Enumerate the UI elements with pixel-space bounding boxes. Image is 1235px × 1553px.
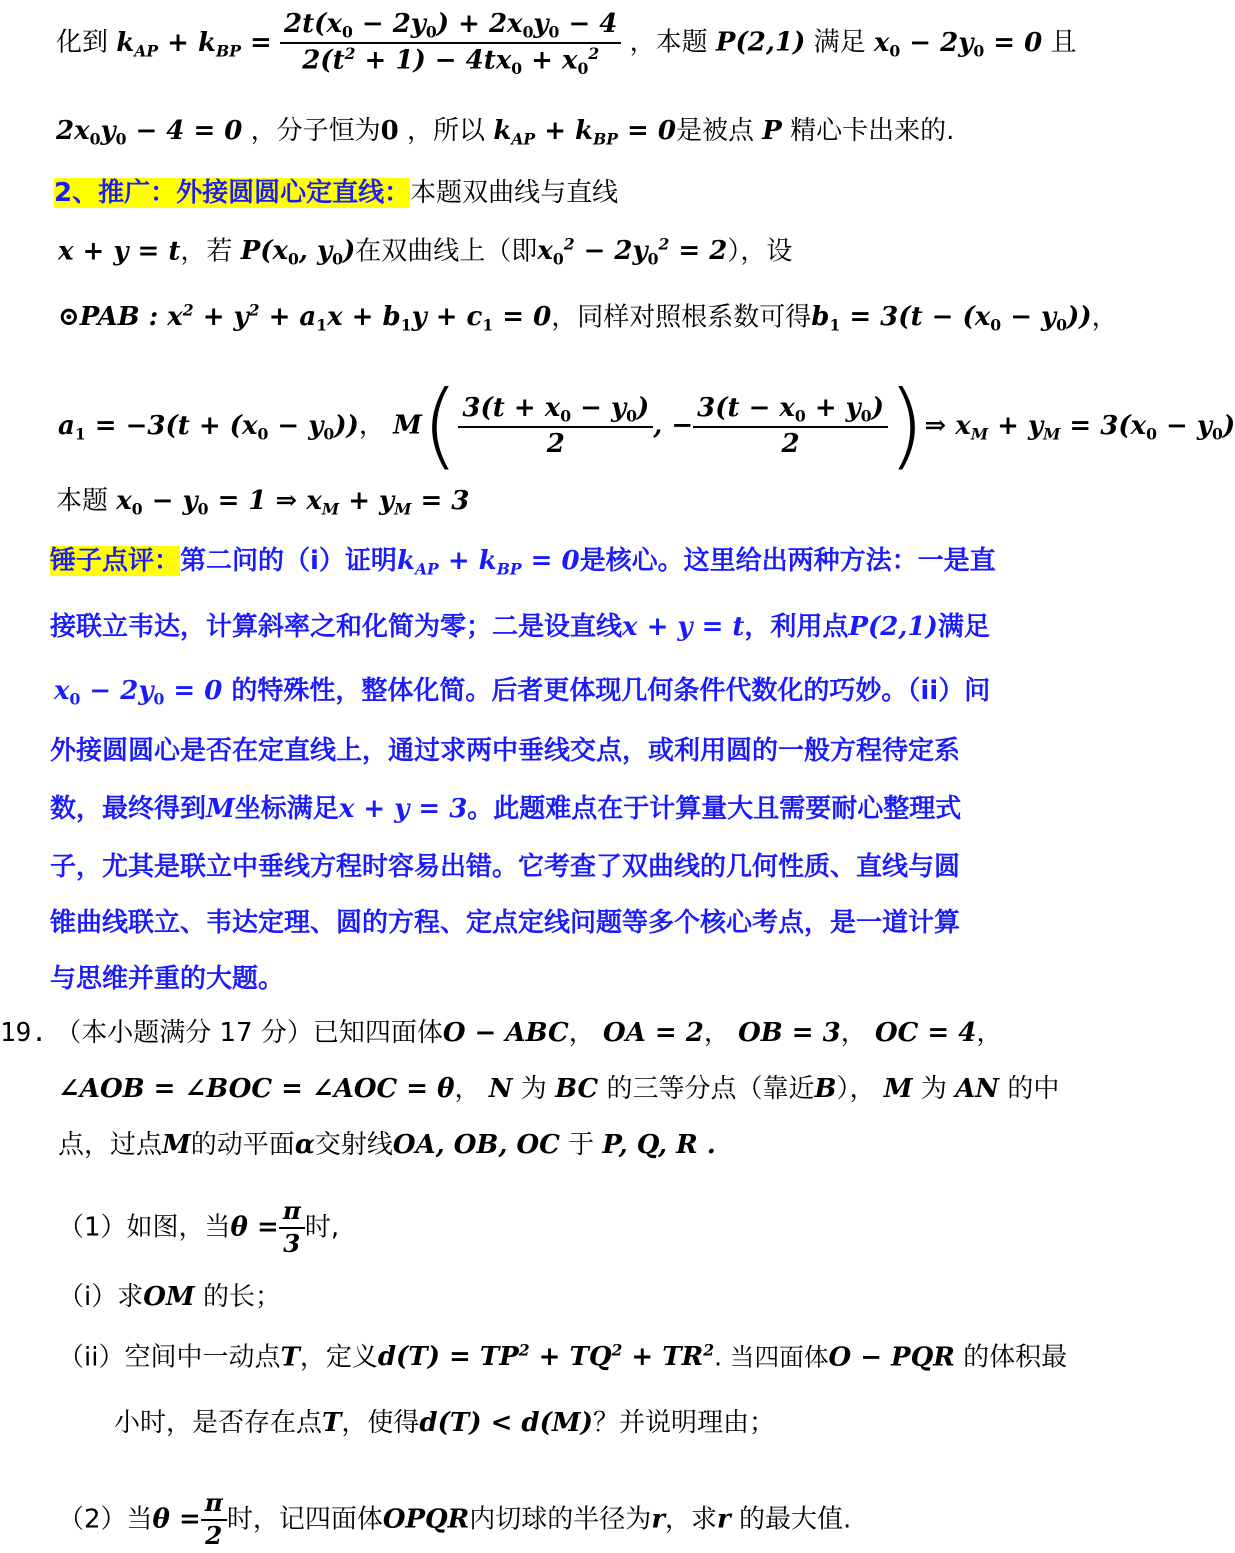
q19-e: ）， [836,1074,876,1104]
formula-mx-frac: $\frac{3(t + x_0 - y_0)}{2}$ [458,392,653,460]
part-ii-c: . 当四面体 [714,1342,829,1372]
formula-p21: P(2,1) [715,27,806,58]
part-i-a: （i）求 [58,1282,144,1312]
formula-theta-pi3: θ = [230,1212,279,1243]
line-1 [56,8,1080,78]
formula-circle-pab: ⊙PAB : $x^2 + y^2 + a_1x + b_1y + c_1 = 0$ [58,301,552,335]
formula-slope-sum-fraction: $\frac{2t(x_0 - 2y_0) + 2x_0y_0 - 4}{2(t^2 + 1) - 4tx_0 + x_0^2}$ [280,8,621,78]
q19-c: 为 [520,1074,547,1104]
formula-b: B [814,1074,837,1104]
part2-e: 的最大值. [739,1504,852,1535]
part-i-line [58,1282,1080,1313]
formula-t-2: T [322,1408,342,1438]
comment-j: 。此题难点在于计算量大且需要耐心整理式 [467,794,962,824]
q19-line-1: 19. （本小题满分 17 分）已知四面体O − ABC， OA = 2， OB = 3， OC = 4， [0,1018,1003,1048]
part-ii-f: ，使得 [341,1408,420,1438]
formula-om: OM [143,1282,195,1312]
formula-comment-xyt: x + y = t [622,612,745,642]
part-ii-g: ？并说明理由； [592,1408,775,1438]
formula-comment-p21: P(2,1) [848,612,938,642]
formula-pi-over-2: $\frac{\pi}{2}$ [201,1488,227,1552]
text-hua-dao: 化到 [56,27,109,58]
comment-line-8 [50,964,1080,995]
text-tongyang: ，同样对照根系数可得 [551,302,812,333]
part2-line [58,1488,1080,1552]
formula-xm-ym: ⇒ $x_M + y_M = 3(x_0 - y_0)$ [924,410,1235,444]
formula-p-x0-y0: $P(x_0$, $y_0$) [240,236,356,269]
formula-t: T [280,1342,300,1373]
q19-j: 于 [568,1130,595,1160]
formula-n: N [488,1074,513,1104]
comment-k: 子，尤其是联立中垂线方程时容易出错。它考查了双曲线的几何性质、直线与圆 [50,852,961,882]
formula-dt-lt-dm: d(T) < d(M) [419,1408,593,1438]
text-jing-xin: 精心卡出来的. [790,116,955,146]
comment-line-1 [50,546,1080,579]
formula-m-label: M [393,410,422,441]
part1-b: 时, [304,1212,340,1243]
formula-pi-over-3: $\frac{\pi}{3}$ [279,1196,305,1260]
line-6: $a_1 = -3(t + (x_0 - y_0))$， M( $\frac{3(t + x_0 - y_0)}{2}$ , − $\frac{3(t - x_0 + y_0)}{2}$ )⇒ $x_M + y_M = 3(x_0 - y_0)$ [58,371,1235,480]
tuiguang-label: 2、推广：外接圆圆心定直线： [54,178,411,208]
formula-comment-m: M [206,794,235,824]
formula-x0-y0-1: $x_0 - y_0 = 1$ ⇒ $x_M + y_M = 3$ [116,486,470,519]
text-bei-dian: 是被点 [675,116,754,146]
comment-line-4 [50,736,1080,767]
comment-m: 与思维并重的大题。 [50,964,285,994]
part2-b: 时，记四面体 [226,1504,383,1535]
q19-h: 的动平面 [190,1130,295,1160]
text-ruo: ，若 [180,236,233,267]
q19-i: 交射线 [314,1130,393,1160]
part-ii-d: 的体积最 [963,1342,1068,1373]
comment-i: 坐标满足 [234,794,339,824]
comment-line-7 [50,908,1080,939]
formula-2x0y0: $2x_0y_0 - 4 = 0$ [56,116,243,149]
formula-pqr: P, Q, R . [602,1130,716,1160]
formula-o-pqr: O − PQR [828,1342,955,1373]
comment-d: ，利用点 [744,612,849,642]
comment-l: 锥曲线联立、韦达定理、圆的方程、定点定线问题等多个核心考点，是一道计算 [50,908,961,938]
formula-p: P [762,116,782,146]
formula-m-2: M [162,1130,191,1160]
formula-theta-pi2: θ = [152,1504,201,1535]
comment-f: 的特殊性，整体化简。后者更体现几何条件代数化的巧妙。（ii）问 [231,676,991,706]
text-zai: 在双曲线上（即 [355,236,538,267]
part2-d: ，求 [665,1504,718,1535]
chuizi-label: 锤子点评： [50,546,181,576]
formula-r: r [651,1504,666,1535]
formula-o-abc: O − ABC [442,1018,569,1048]
text-man-zu: 满足 [813,27,866,58]
part-ii-line-2 [114,1408,1080,1439]
q19-a: （本小题满分 17 分）已知四面体 [55,1018,443,1048]
comment-a: 第二问的（i）证明 [180,546,397,576]
formula-an: AN [955,1074,1000,1104]
question-number: 19. [0,1018,47,1048]
comment-c: 接联立韦达，计算斜率之和化简为零；二是设直线 [50,612,623,642]
comment-line-6 [50,852,1080,883]
formula-opqr: OPQR [382,1504,470,1535]
text-ben-ti: ，本题 [629,27,708,58]
text-suo-yi: ，所以 [407,116,486,146]
text-ben-ti-2: 本题 [56,486,109,516]
q19-line-2: ∠AOB = ∠BOC = ∠AOC = θ， N 为 BC 的三等分点（靠近B）， M 为 AN 的中 [58,1074,1060,1104]
text-comma-2: ， [358,410,385,441]
formula-alpha: α [294,1130,315,1160]
part-ii-b: ，定义 [299,1342,378,1373]
comment-g: 外接圆圆心是否在定直线上，通过求两中垂线交点，或利用圆的一般方程待定系 [50,736,961,766]
text-qie: 且 [1050,27,1077,58]
formula-kap-kbp: $k_{AP} + k_{BP}$ = [116,27,272,61]
text-comma-1: ， [1091,302,1118,333]
line-5 [58,301,1118,336]
line-4 [58,236,1080,270]
comment-e: 满足 [937,612,990,642]
comment-line-5 [50,794,1080,825]
formula-bc: BC [555,1074,599,1104]
formula-ob: OB = 3 [738,1018,841,1048]
part1-line [58,1196,1080,1260]
part2-c: 内切球的半径为 [469,1504,652,1535]
q19-f: 的中 [1007,1074,1060,1104]
q19-g: 点，过点 [58,1130,163,1160]
part1-a: （1）如图，当 [58,1212,231,1243]
formula-r-2: r [717,1504,731,1535]
formula-angles: ∠AOB = ∠BOC = ∠AOC = θ [58,1074,455,1104]
part-ii-line-1 [58,1342,1080,1374]
formula-comment-x02y0: $x_0 - 2y_0 = 0$ [54,676,223,709]
line-3 [54,178,1080,209]
comment-line-2 [50,612,1080,643]
comment-b: 是核心。这里给出两种方法：一是直 [579,546,996,576]
formula-m: M [883,1074,913,1104]
formula-oc: OC = 4 [875,1018,977,1048]
formula-comment-kap: $k_{AP} + k_{BP} = 0$ [396,546,580,579]
formula-oa: OA = 2 [603,1018,704,1048]
part2-a: （2）当 [58,1504,153,1535]
comment-h: 数，最终得到 [50,794,207,824]
formula-hyperbola: $x_0^2 - 2y_0^2 = 2$ [537,235,728,269]
part-i-b: 的长； [202,1282,281,1312]
formula-a1: $a_1 = -3(t + (x_0 - y_0))$ [58,410,359,444]
formula-kap-kbp-zero: $k_{AP} + k_{BP} = 0$ [493,116,676,149]
formula-comment-xy3: x + y = 3 [338,794,468,824]
tuiguang-text: 本题双曲线与直线 [410,178,619,208]
line-7 [56,486,1080,519]
formula-rays: OA, OB, OC [392,1130,560,1160]
part-ii-e: 小时，是否存在点 [114,1408,323,1438]
text-fen-zi: ，分子恒为 [250,116,381,146]
q19-d: 的三等分点（靠近 [606,1074,815,1104]
formula-my-frac: $\frac{3(t - x_0 + y_0)}{2}$ [693,392,888,460]
part-ii-a: （ii）空间中一动点 [58,1342,281,1373]
text-she: ），设 [727,236,793,267]
q19-line-3 [58,1130,1080,1161]
formula-x-plus-y-t: x + y = t [58,236,181,267]
comment-line-3 [54,676,1080,709]
formula-zero: 0 [380,116,399,146]
line-2 [56,116,1080,149]
formula-b1: $b_1 = 3(t - (x_0 - y_0))$ [811,302,1092,335]
formula-dt-def: $d(T) = TP^2 + TQ^2 + TR^2$ [377,1341,715,1373]
formula-x0-2y0: $x_0 - 2y_0 = 0$ [873,27,1043,61]
